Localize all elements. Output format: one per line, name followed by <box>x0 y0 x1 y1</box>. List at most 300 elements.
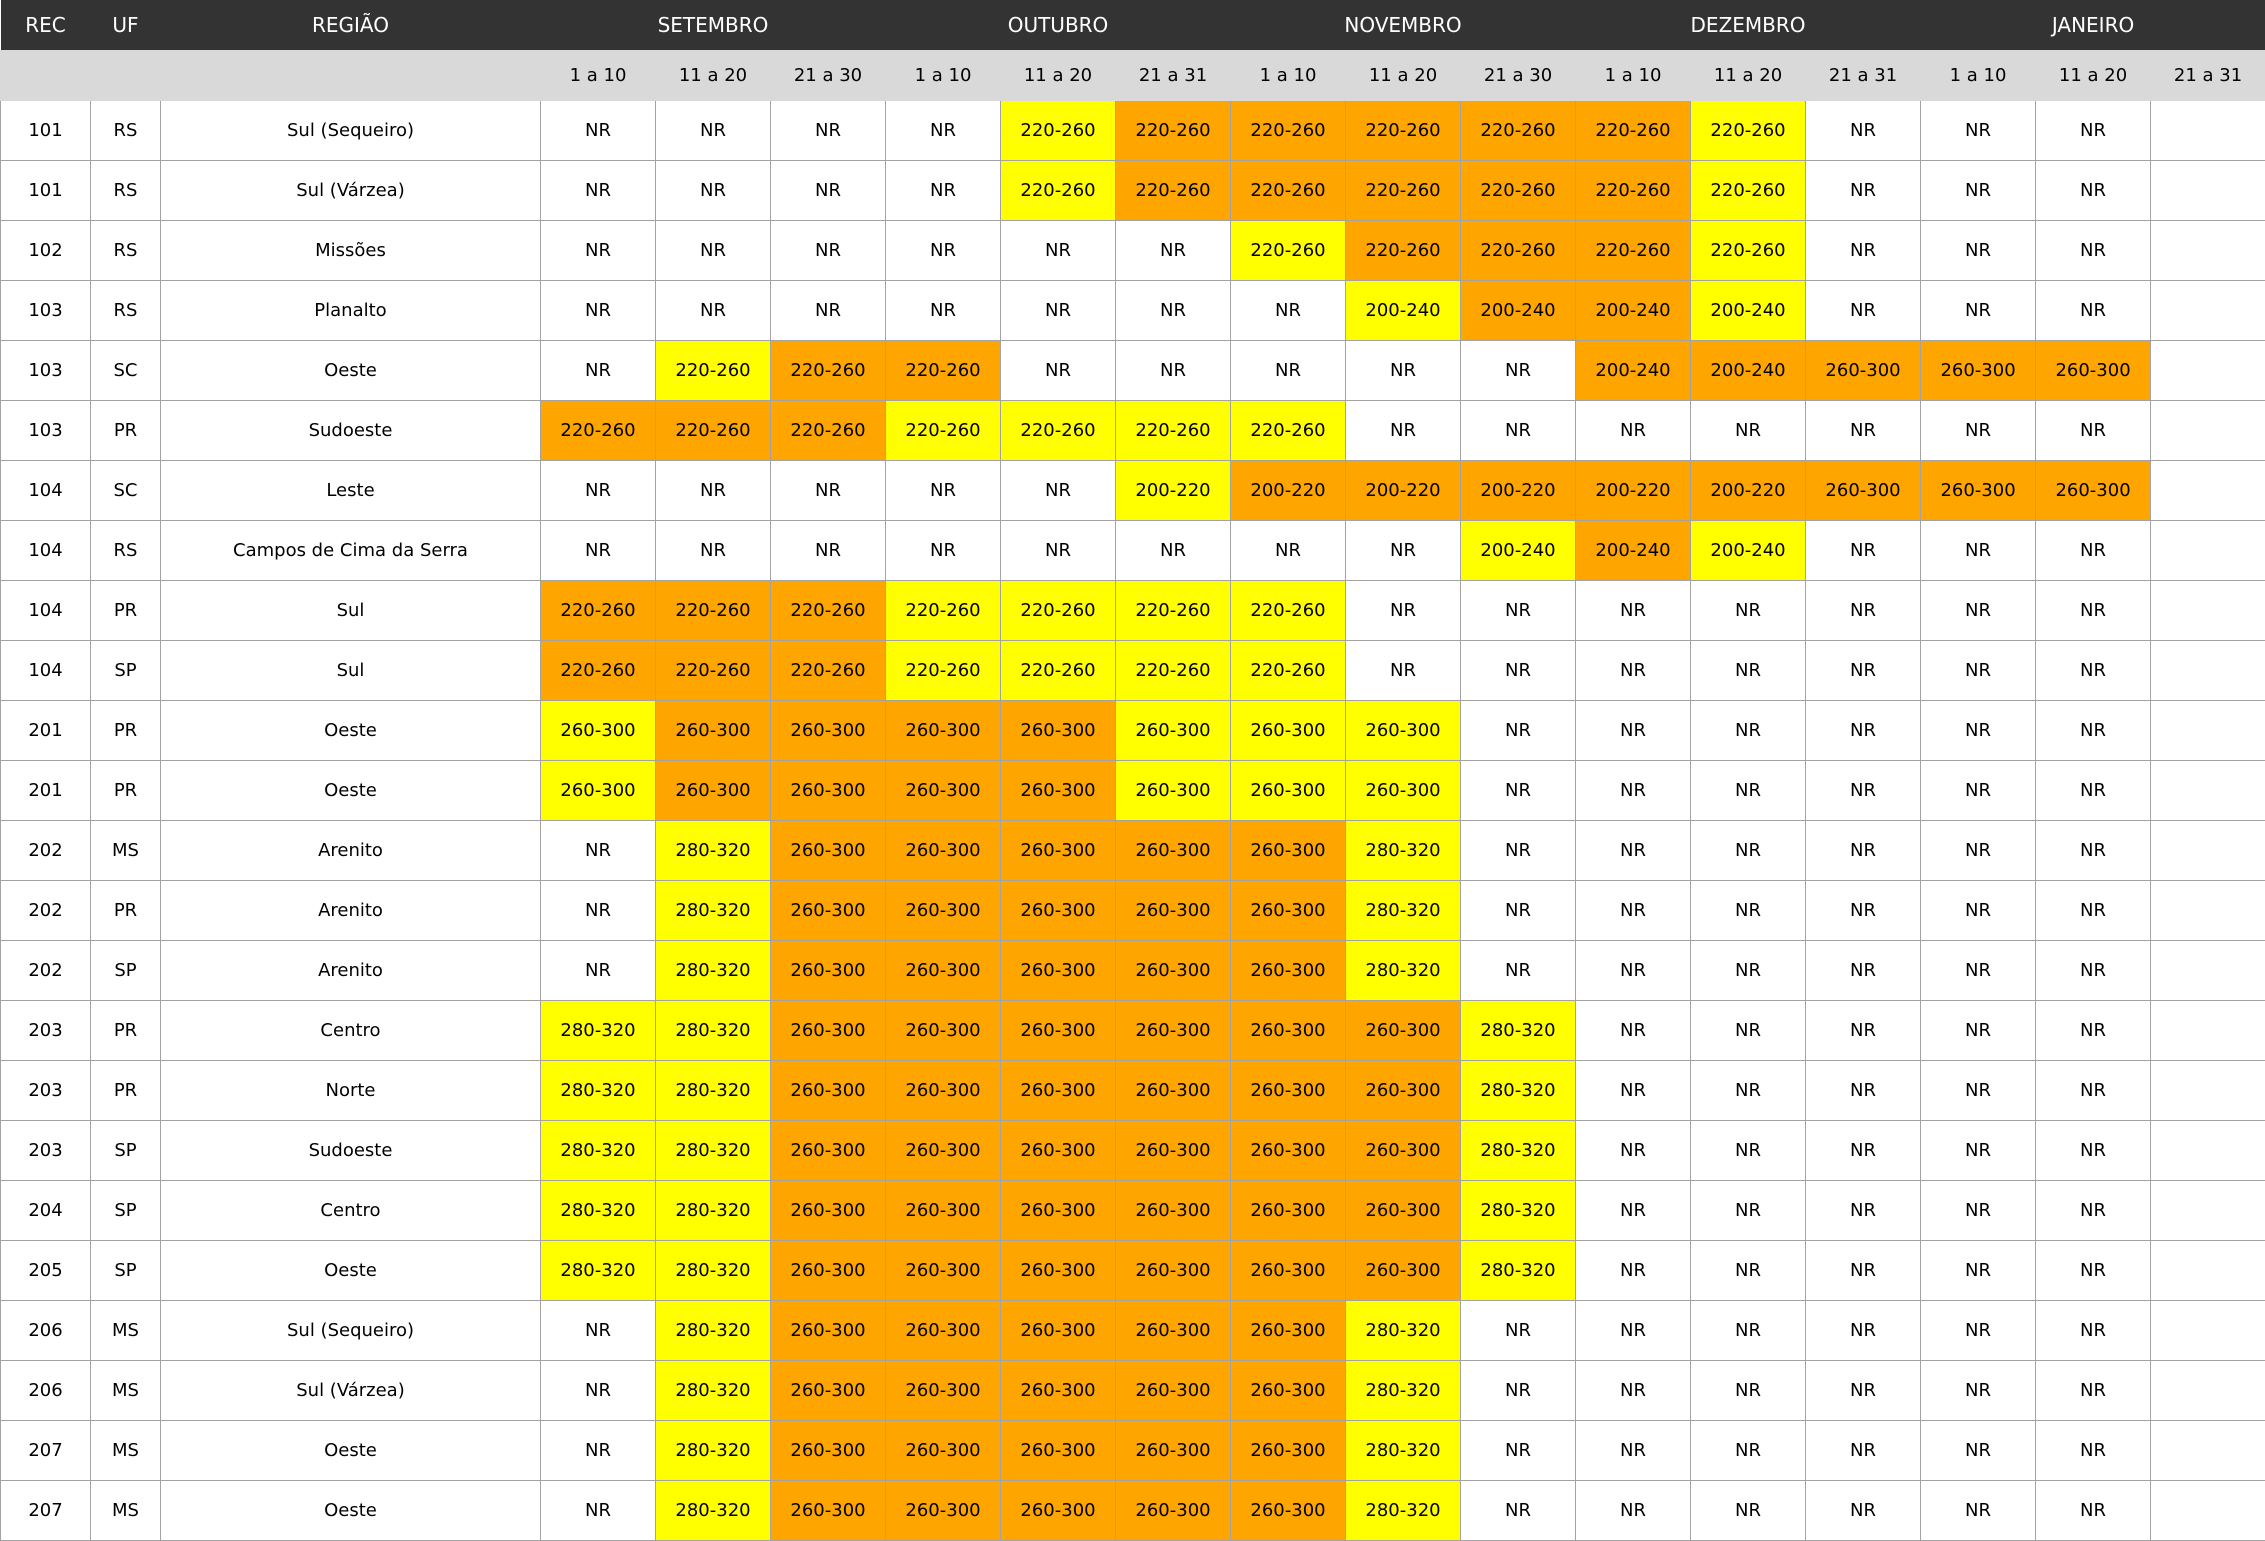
period-value-cell: 220-260 <box>1691 101 1806 161</box>
period-value-cell: NR <box>1461 701 1576 761</box>
period-value-cell: NR <box>2036 1181 2151 1241</box>
period-value-cell: NR <box>1806 1361 1921 1421</box>
rec-cell: 204 <box>1 1181 91 1241</box>
period-value-cell: NR <box>541 1481 656 1541</box>
uf-cell: PR <box>91 881 161 941</box>
table-row <box>1 461 2265 521</box>
period-value-cell: NR <box>1691 1361 1806 1421</box>
period-value-cell: NR <box>1921 1301 2036 1361</box>
period-value-cell: NR <box>1231 341 1346 401</box>
period-value-cell: NR <box>1346 641 1461 701</box>
period-value-cell: 260-300 <box>1116 881 1231 941</box>
period-value-cell: NR <box>1461 761 1576 821</box>
uf-cell: MS <box>91 821 161 881</box>
period-value-cell: 280-320 <box>656 1301 771 1361</box>
period-value-cell: 280-320 <box>656 941 771 1001</box>
period-value-cell: NR <box>656 521 771 581</box>
period-value-cell: 260-300 <box>2036 461 2151 521</box>
period-value-cell: 260-300 <box>771 881 886 941</box>
period-value-cell: NR <box>656 161 771 221</box>
period-value-cell: NR <box>1691 401 1806 461</box>
period-value-cell: NR <box>1461 581 1576 641</box>
uf-cell: SC <box>91 341 161 401</box>
period-value-cell: 280-320 <box>1461 1241 1576 1301</box>
period-value-cell: 220-260 <box>1346 161 1461 221</box>
period-value-cell: NR <box>1921 581 2036 641</box>
period-value-cell: NR <box>1116 521 1231 581</box>
table-row <box>1 581 2265 641</box>
period-value-cell: 220-260 <box>1461 161 1576 221</box>
period-value-cell: NR <box>886 101 1001 161</box>
period-value-cell: NR <box>1691 821 1806 881</box>
period-value-cell: 280-320 <box>656 1421 771 1481</box>
period-value-cell: 220-260 <box>1116 401 1231 461</box>
period-value-cell: 280-320 <box>1346 1481 1461 1541</box>
period-value-cell: 220-260 <box>1691 161 1806 221</box>
rec-cell: 206 <box>1 1361 91 1421</box>
period-header: 1 a 10 <box>541 51 656 101</box>
table-row <box>1 401 2265 461</box>
period-value-cell: 220-260 <box>656 341 771 401</box>
period-value-cell: NR <box>1806 881 1921 941</box>
period-value-cell: 260-300 <box>886 1301 1001 1361</box>
period-value-cell: 260-300 <box>771 1181 886 1241</box>
period-value-cell: NR <box>1921 1421 2036 1481</box>
period-value-cell: 260-300 <box>1806 341 1921 401</box>
period-value-cell: 260-300 <box>1231 1241 1346 1301</box>
period-value-cell <box>2151 1061 2265 1121</box>
period-value-cell: 260-300 <box>886 1241 1001 1301</box>
period-value-cell: NR <box>541 1301 656 1361</box>
period-value-cell: 260-300 <box>1001 1301 1116 1361</box>
period-value-cell: NR <box>1806 821 1921 881</box>
period-value-cell: NR <box>2036 281 2151 341</box>
period-value-cell: 200-220 <box>1461 461 1576 521</box>
uf-cell: SP <box>91 941 161 1001</box>
month-header-dezembro: DEZEMBRO <box>1576 0 1921 51</box>
period-value-cell: NR <box>1806 1481 1921 1541</box>
rec-cell: 103 <box>1 341 91 401</box>
period-value-cell: NR <box>2036 941 2151 1001</box>
period-value-cell: NR <box>1576 641 1691 701</box>
period-value-cell: 260-300 <box>886 1361 1001 1421</box>
rec-cell: 203 <box>1 1001 91 1061</box>
period-value-cell: NR <box>2036 1361 2151 1421</box>
period-value-cell: 220-260 <box>656 401 771 461</box>
period-value-cell: NR <box>1806 161 1921 221</box>
period-value-cell: 200-240 <box>1576 521 1691 581</box>
period-value-cell: NR <box>2036 1301 2151 1361</box>
period-value-cell: 260-300 <box>886 1421 1001 1481</box>
period-value-cell: 260-300 <box>1001 1241 1116 1301</box>
period-value-cell: NR <box>2036 581 2151 641</box>
regiao-cell: Sul (Várzea) <box>161 161 541 221</box>
regiao-cell: Arenito <box>161 881 541 941</box>
rec-cell: 104 <box>1 521 91 581</box>
period-value-cell: 280-320 <box>656 1061 771 1121</box>
period-header-spacer <box>161 51 541 101</box>
rec-cell: 205 <box>1 1241 91 1301</box>
period-value-cell: 260-300 <box>2036 341 2151 401</box>
period-value-cell: 260-300 <box>1231 941 1346 1001</box>
period-value-cell: 220-260 <box>771 581 886 641</box>
period-value-cell <box>2151 461 2265 521</box>
period-value-cell: NR <box>1001 221 1116 281</box>
period-value-cell: 260-300 <box>1231 1361 1346 1421</box>
uf-cell: SP <box>91 1121 161 1181</box>
regiao-cell: Campos de Cima da Serra <box>161 521 541 581</box>
rec-cell: 103 <box>1 401 91 461</box>
period-value-cell: 260-300 <box>1231 701 1346 761</box>
period-value-cell: 260-300 <box>1346 701 1461 761</box>
period-value-cell: 260-300 <box>771 941 886 1001</box>
period-value-cell: 220-260 <box>1116 101 1231 161</box>
period-value-cell: 220-260 <box>1001 401 1116 461</box>
period-value-cell <box>2151 1421 2265 1481</box>
period-value-cell: NR <box>1001 281 1116 341</box>
uf-cell: PR <box>91 401 161 461</box>
period-header: 11 a 20 <box>1001 51 1116 101</box>
rec-cell: 201 <box>1 701 91 761</box>
period-value-cell: NR <box>1346 341 1461 401</box>
period-header: 1 a 10 <box>1231 51 1346 101</box>
rec-cell: 203 <box>1 1121 91 1181</box>
period-value-cell: 260-300 <box>771 1061 886 1121</box>
period-value-cell <box>2151 101 2265 161</box>
column-header-uf: UF <box>91 0 161 51</box>
period-value-cell: NR <box>1921 821 2036 881</box>
period-value-cell: 260-300 <box>1116 701 1231 761</box>
period-value-cell: NR <box>1921 1121 2036 1181</box>
table-row <box>1 881 2265 941</box>
period-value-cell: NR <box>541 161 656 221</box>
period-header: 11 a 20 <box>656 51 771 101</box>
period-value-cell: NR <box>1691 1301 1806 1361</box>
period-header: 21 a 30 <box>1461 51 1576 101</box>
period-value-cell: 260-300 <box>1116 821 1231 881</box>
uf-cell: RS <box>91 521 161 581</box>
period-value-cell: 200-240 <box>1691 281 1806 341</box>
period-value-cell: NR <box>1921 1061 2036 1121</box>
period-value-cell: NR <box>1691 761 1806 821</box>
period-value-cell: NR <box>1576 1421 1691 1481</box>
period-value-cell: 260-300 <box>1116 1361 1231 1421</box>
period-value-cell: NR <box>541 1421 656 1481</box>
period-value-cell: 260-300 <box>1001 1481 1116 1541</box>
period-value-cell: 220-260 <box>1231 641 1346 701</box>
period-value-cell: NR <box>1691 941 1806 1001</box>
period-value-cell: NR <box>1001 521 1116 581</box>
period-value-cell: 220-260 <box>541 401 656 461</box>
table-row <box>1 101 2265 161</box>
period-value-cell: NR <box>1921 221 2036 281</box>
period-value-cell: NR <box>1806 401 1921 461</box>
period-value-cell: NR <box>1461 401 1576 461</box>
period-value-cell: NR <box>1806 701 1921 761</box>
table-row <box>1 941 2265 1001</box>
period-header: 11 a 20 <box>1691 51 1806 101</box>
table-row <box>1 1001 2265 1061</box>
uf-cell: PR <box>91 761 161 821</box>
period-value-cell: NR <box>1576 1241 1691 1301</box>
period-value-cell: 220-260 <box>771 401 886 461</box>
period-value-cell <box>2151 281 2265 341</box>
period-value-cell: NR <box>1806 761 1921 821</box>
period-value-cell: NR <box>1346 521 1461 581</box>
period-value-cell: 260-300 <box>886 821 1001 881</box>
period-value-cell: NR <box>1576 1001 1691 1061</box>
period-value-cell: 220-260 <box>1116 161 1231 221</box>
table-row <box>1 1241 2265 1301</box>
period-value-cell: 200-240 <box>1576 281 1691 341</box>
period-value-cell: NR <box>771 461 886 521</box>
period-value-cell <box>2151 821 2265 881</box>
period-value-cell: 260-300 <box>886 1061 1001 1121</box>
rec-cell: 203 <box>1 1061 91 1121</box>
period-value-cell: NR <box>1001 461 1116 521</box>
period-value-cell: 200-240 <box>1461 281 1576 341</box>
period-value-cell: NR <box>771 221 886 281</box>
period-value-cell <box>2151 641 2265 701</box>
period-value-cell <box>2151 1121 2265 1181</box>
rec-cell: 101 <box>1 161 91 221</box>
period-value-cell: 260-300 <box>1001 821 1116 881</box>
period-value-cell: 260-300 <box>1116 1421 1231 1481</box>
period-value-cell: 220-260 <box>541 641 656 701</box>
regiao-cell: Oeste <box>161 341 541 401</box>
column-header-regiao: REGIÃO <box>161 0 541 51</box>
period-value-cell: 260-300 <box>771 1361 886 1421</box>
period-value-cell: NR <box>1576 401 1691 461</box>
period-value-cell: 220-260 <box>886 401 1001 461</box>
period-value-cell <box>2151 881 2265 941</box>
period-value-cell: 260-300 <box>656 761 771 821</box>
regiao-cell: Norte <box>161 1061 541 1121</box>
period-value-cell: NR <box>1921 881 2036 941</box>
period-value-cell: NR <box>1806 1421 1921 1481</box>
uf-cell: PR <box>91 1061 161 1121</box>
period-value-cell: NR <box>1806 1241 1921 1301</box>
period-header: 1 a 10 <box>886 51 1001 101</box>
period-value-cell: 200-220 <box>1691 461 1806 521</box>
period-value-cell: NR <box>541 221 656 281</box>
rec-cell: 104 <box>1 641 91 701</box>
period-value-cell: 280-320 <box>541 1181 656 1241</box>
period-value-cell: 280-320 <box>541 1061 656 1121</box>
regiao-cell: Centro <box>161 1181 541 1241</box>
period-value-cell: 260-300 <box>886 1481 1001 1541</box>
period-value-cell: NR <box>1806 1061 1921 1121</box>
regiao-cell: Leste <box>161 461 541 521</box>
period-value-cell: NR <box>1461 341 1576 401</box>
period-value-cell: 260-300 <box>771 1001 886 1061</box>
period-value-cell: 200-220 <box>1346 461 1461 521</box>
period-value-cell: NR <box>1576 1481 1691 1541</box>
period-value-cell: NR <box>1576 881 1691 941</box>
period-value-cell: NR <box>1461 1301 1576 1361</box>
rec-cell: 207 <box>1 1421 91 1481</box>
period-value-cell: 260-300 <box>1231 1001 1346 1061</box>
regiao-cell: Sul <box>161 641 541 701</box>
month-header-setembro: SETEMBRO <box>541 0 886 51</box>
regiao-cell: Sul <box>161 581 541 641</box>
period-value-cell: NR <box>1116 341 1231 401</box>
uf-cell: PR <box>91 701 161 761</box>
month-header-row <box>1 0 2265 51</box>
period-value-cell: NR <box>1346 401 1461 461</box>
period-value-cell: 220-260 <box>656 581 771 641</box>
period-value-cell: 200-240 <box>1576 341 1691 401</box>
regiao-cell: Sudoeste <box>161 1121 541 1181</box>
period-value-cell: NR <box>1806 1001 1921 1061</box>
period-value-cell: 260-300 <box>1001 1421 1116 1481</box>
period-value-cell: 260-300 <box>1231 1421 1346 1481</box>
period-value-cell: NR <box>1691 641 1806 701</box>
period-value-cell: 220-260 <box>1231 221 1346 281</box>
rec-cell: 102 <box>1 221 91 281</box>
period-value-cell: NR <box>541 101 656 161</box>
regiao-cell: Oeste <box>161 761 541 821</box>
period-value-cell: 260-300 <box>771 701 886 761</box>
period-value-cell: NR <box>2036 401 2151 461</box>
period-value-cell: NR <box>541 821 656 881</box>
period-value-cell: 260-300 <box>656 701 771 761</box>
period-value-cell: NR <box>1921 401 2036 461</box>
period-value-cell: NR <box>2036 161 2151 221</box>
period-value-cell: NR <box>1691 1181 1806 1241</box>
period-value-cell: NR <box>1691 1241 1806 1301</box>
period-value-cell: NR <box>886 461 1001 521</box>
period-value-cell: 220-260 <box>886 641 1001 701</box>
period-value-cell: 260-300 <box>886 761 1001 821</box>
uf-cell: RS <box>91 101 161 161</box>
period-value-cell: NR <box>771 281 886 341</box>
period-value-cell: NR <box>2036 641 2151 701</box>
period-value-cell: 260-300 <box>771 1421 886 1481</box>
uf-cell: PR <box>91 581 161 641</box>
period-value-cell: 200-240 <box>1691 341 1806 401</box>
period-header: 11 a 20 <box>1346 51 1461 101</box>
period-value-cell: 220-260 <box>1231 101 1346 161</box>
regiao-cell: Sul (Sequeiro) <box>161 101 541 161</box>
period-value-cell: 280-320 <box>1346 1361 1461 1421</box>
rec-cell: 207 <box>1 1481 91 1541</box>
period-value-cell: 260-300 <box>886 701 1001 761</box>
period-value-cell: 260-300 <box>1116 1241 1231 1301</box>
period-value-cell: NR <box>1691 701 1806 761</box>
table-row <box>1 1061 2265 1121</box>
table-row <box>1 341 2265 401</box>
period-value-cell: 220-260 <box>1576 221 1691 281</box>
period-value-cell: 260-300 <box>1346 1181 1461 1241</box>
period-value-cell: NR <box>656 221 771 281</box>
period-value-cell: 260-300 <box>886 1181 1001 1241</box>
period-value-cell: 260-300 <box>1116 1001 1231 1061</box>
rec-cell: 202 <box>1 941 91 1001</box>
period-value-cell: 260-300 <box>1001 1121 1116 1181</box>
period-value-cell: 260-300 <box>1346 1001 1461 1061</box>
period-value-cell: NR <box>1576 701 1691 761</box>
period-value-cell: NR <box>2036 881 2151 941</box>
period-value-cell: 260-300 <box>1231 1481 1346 1541</box>
period-value-cell: 220-260 <box>1116 581 1231 641</box>
period-value-cell: NR <box>1576 1121 1691 1181</box>
period-value-cell: 260-300 <box>771 821 886 881</box>
table-row <box>1 701 2265 761</box>
period-value-cell: NR <box>1576 1361 1691 1421</box>
period-value-cell <box>2151 161 2265 221</box>
period-value-cell: 260-300 <box>1116 1481 1231 1541</box>
period-value-cell: 280-320 <box>656 1181 771 1241</box>
regiao-cell: Sul (Várzea) <box>161 1361 541 1421</box>
period-value-cell <box>2151 1001 2265 1061</box>
period-value-cell <box>2151 341 2265 401</box>
table-row <box>1 1181 2265 1241</box>
regiao-cell: Arenito <box>161 941 541 1001</box>
period-value-cell: 220-260 <box>771 341 886 401</box>
regiao-cell: Sudoeste <box>161 401 541 461</box>
period-value-cell: 280-320 <box>1461 1001 1576 1061</box>
period-value-cell: 260-300 <box>1001 1181 1116 1241</box>
period-value-cell: 280-320 <box>541 1241 656 1301</box>
table-row <box>1 1481 2265 1541</box>
uf-cell: SC <box>91 461 161 521</box>
period-value-cell: NR <box>1806 1121 1921 1181</box>
regiao-cell: Oeste <box>161 701 541 761</box>
table-row <box>1 221 2265 281</box>
period-value-cell: 260-300 <box>1231 1061 1346 1121</box>
period-value-cell: 260-300 <box>1231 1121 1346 1181</box>
period-value-cell: 260-300 <box>1116 941 1231 1001</box>
period-value-cell: NR <box>656 461 771 521</box>
period-value-cell: NR <box>2036 1001 2151 1061</box>
period-value-cell: 220-260 <box>1461 101 1576 161</box>
period-value-cell: NR <box>541 1361 656 1421</box>
period-value-cell: 200-240 <box>1461 521 1576 581</box>
period-value-cell: 260-300 <box>1231 881 1346 941</box>
period-value-cell: NR <box>1461 1481 1576 1541</box>
period-value-cell: 260-300 <box>1116 761 1231 821</box>
period-value-cell: NR <box>1921 1241 2036 1301</box>
uf-cell: RS <box>91 161 161 221</box>
period-value-cell: NR <box>1806 281 1921 341</box>
rec-cell: 103 <box>1 281 91 341</box>
period-value-cell: 260-300 <box>1346 1121 1461 1181</box>
period-value-cell: NR <box>1691 1421 1806 1481</box>
period-value-cell: NR <box>1346 581 1461 641</box>
period-value-cell: 260-300 <box>1231 1301 1346 1361</box>
period-value-cell: 220-260 <box>1116 641 1231 701</box>
period-value-cell: NR <box>1806 1301 1921 1361</box>
period-value-cell: NR <box>1576 761 1691 821</box>
period-value-cell: NR <box>1461 1361 1576 1421</box>
period-value-cell: NR <box>1921 1361 2036 1421</box>
period-value-cell: NR <box>1806 641 1921 701</box>
period-value-cell: 220-260 <box>541 581 656 641</box>
period-header-row <box>1 51 2265 101</box>
period-value-cell: 200-240 <box>1691 521 1806 581</box>
period-value-cell: 260-300 <box>886 941 1001 1001</box>
period-value-cell: 220-260 <box>656 641 771 701</box>
period-value-cell: 280-320 <box>656 1481 771 1541</box>
period-value-cell: NR <box>1576 1181 1691 1241</box>
period-value-cell: NR <box>2036 101 2151 161</box>
period-value-cell <box>2151 581 2265 641</box>
period-value-cell: NR <box>1806 581 1921 641</box>
table-body <box>1 101 2265 1541</box>
regiao-cell: Planalto <box>161 281 541 341</box>
rec-cell: 104 <box>1 461 91 521</box>
